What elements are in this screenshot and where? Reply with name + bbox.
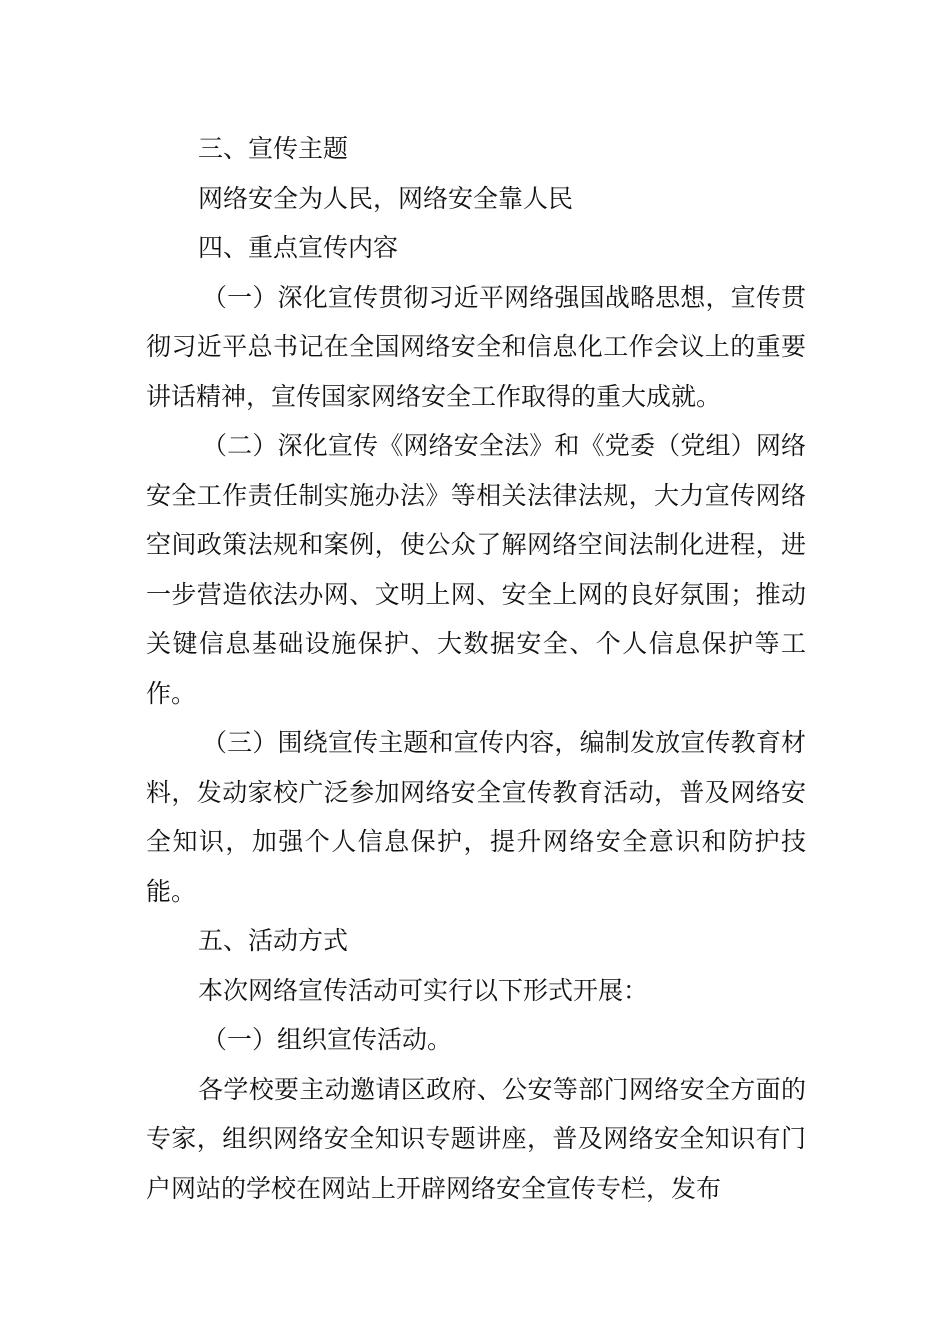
- document-body: [146, 124, 806, 1213]
- activity-intro: 本次网络宣传活动可实行以下形式开展：: [198, 975, 649, 1005]
- content-item-1: （一）深化宣传贯彻习近平网络强国战略思想，宣传贯彻习近平总书记在全国网络安全和信息化工作会议上的重要讲话精神，宣传国家网络安全工作取得的重大成就。: [146, 282, 806, 411]
- activity-item-1-heading: （一）组织宣传活动。: [202, 1025, 453, 1054]
- activity-item-1-text: 各学校要主动邀请区政府、公安等部门网络安全方面的专家，组织网络安全知识专题讲座，普及网络安全知识有门户网站的学校在网站上开辟网络安全宣传专栏，发布: [146, 1074, 806, 1203]
- content-item-2: （二）深化宣传《网络安全法》和《党委（党组）网络安全工作责任制实施办法》等相关法律法规，大力宣传网络空间政策法规和案例，使公众了解网络空间法制化进程，进一步营造依法办网、文明上网、安全上网的良好氛围；推动关键信息基础设施保护、大数据安全、个人信息保护等工作。: [146, 431, 806, 708]
- section-heading-theme: 三、宣传主题: [198, 134, 349, 163]
- section-heading-activity-method: 五、活动方式: [198, 926, 349, 955]
- section-heading-key-content: 四、重点宣传内容: [198, 233, 399, 262]
- content-item-3: （三）围绕宣传主题和宣传内容，编制发放宣传教育材料，发动家校广泛参加网络安全宣传教育活动，普及网络安全知识，加强个人信息保护，提升网络安全意识和防护技能。: [146, 728, 806, 906]
- theme-text: 网络安全为人民，网络安全靠人民: [198, 183, 574, 213]
